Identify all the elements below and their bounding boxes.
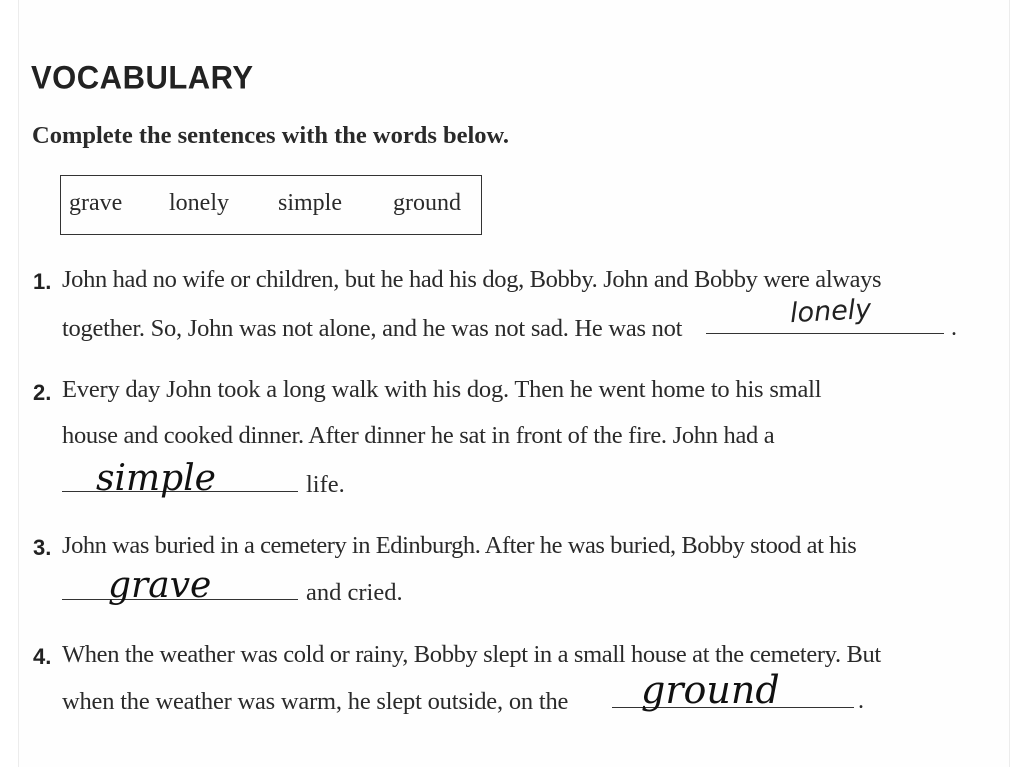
answer-blank xyxy=(706,333,944,334)
item-number: 1. xyxy=(33,269,52,294)
section-heading: VOCABULARY xyxy=(31,59,254,96)
word-bank-item: simple xyxy=(278,190,342,216)
item-number: 4. xyxy=(33,644,52,669)
sentence-line: John was buried in a cemetery in Edinburgh. After he was buried, Bobby stood at his xyxy=(62,532,857,559)
word-bank-item: ground xyxy=(393,190,461,216)
sentence-line: when the weather was warm, he slept outside, on the xyxy=(62,688,569,715)
word-bank-item: grave xyxy=(69,190,123,216)
sentence-ending: . xyxy=(951,315,957,341)
sentence-ending: and cried. xyxy=(306,579,403,606)
sentence-line: Every day John took a long walk with his dog. Then he went home to his small xyxy=(62,376,822,403)
answer-text: simple xyxy=(96,458,216,499)
item-number: 2. xyxy=(33,380,52,405)
sentence-line: When the weather was cold or rainy, Bobby slept in a small house at the cemetery. But xyxy=(62,641,881,668)
handwritten-answer: lonely xyxy=(789,293,872,330)
sentence-ending: . xyxy=(858,688,864,714)
sentence-ending: life. xyxy=(306,471,345,498)
answer-text: grave xyxy=(108,565,212,606)
item-number: 3. xyxy=(33,535,52,560)
sentence-line: house and cooked dinner. After dinner he sat in front of the fire. John had a xyxy=(62,422,775,449)
sentence-line: together. So, John was not alone, and he was not sad. He was not xyxy=(62,315,683,342)
answer-text: ground xyxy=(641,668,780,712)
word-bank-item: lonely xyxy=(169,190,229,216)
instructions-text: Complete the sentences with the words below. xyxy=(32,122,510,149)
sentence-line: John had no wife or children, but he had his dog, Bobby. John and Bobby were always xyxy=(62,266,882,293)
word-bank-box xyxy=(60,175,482,235)
